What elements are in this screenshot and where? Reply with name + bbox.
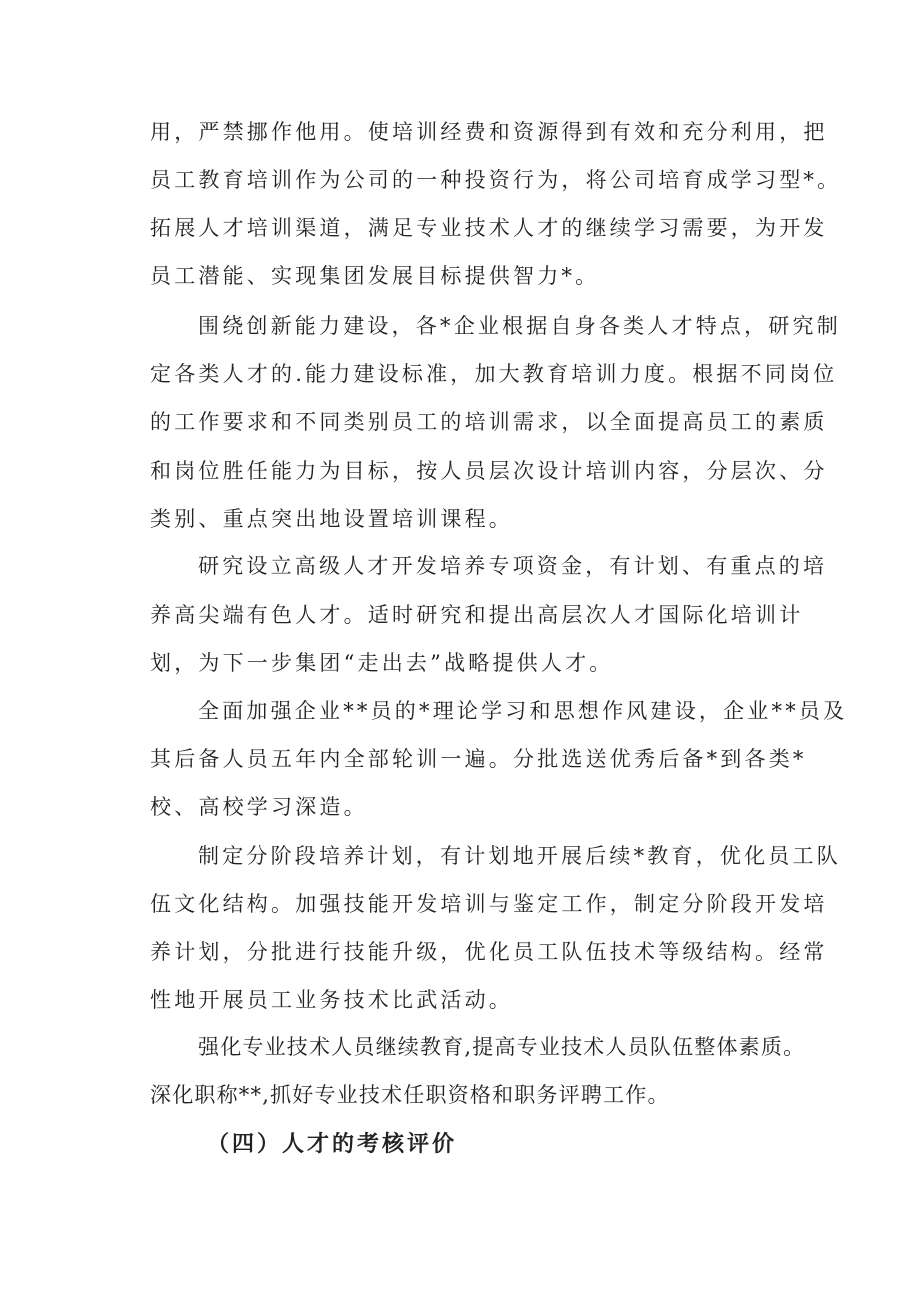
paragraph-1-line-4: 员工潜能、实现集团发展目标提供智力*。 xyxy=(150,264,600,288)
paragraph-4-line-1: 全面加强企业**员的*理论学习和思想作风建设，企业**员及 xyxy=(198,699,848,723)
paragraph-5-line-2: 伍文化结构。加强技能开发培训与鉴定工作，制定分阶段开发培 xyxy=(150,892,828,916)
paragraph-6-line-1: 强化专业技术人员继续教育,提高专业技术人员队伍整体素质。 xyxy=(198,1035,806,1059)
paragraph-3-line-3: 划，为下一步集团“走出去”战略提供人才。 xyxy=(150,651,614,675)
paragraph-2-line-5: 类别、重点突出地设置培训课程。 xyxy=(150,507,513,531)
paragraph-4-line-2: 其后备人员五年内全部轮训一遍。分批选送优秀后备*到各类* xyxy=(150,747,807,771)
paragraph-2-line-4: 和岗位胜任能力为目标，按人员层次设计培训内容，分层次、分 xyxy=(150,459,828,483)
paragraph-5-line-4: 性地开展员工业务技术比武活动。 xyxy=(150,988,513,1012)
paragraph-2-line-2: 定各类人才的.能力建设标准，加大教育培训力度。根据不同岗位 xyxy=(150,362,838,386)
paragraph-5-line-1: 制定分阶段培养计划，有计划地开展后续*教育，优化员工队 xyxy=(198,844,841,868)
paragraph-6-line-2: 深化职称**,抓好专业技术任职资格和职务评聘工作。 xyxy=(150,1083,670,1107)
paragraph-3-line-2: 养高尖端有色人才。适时研究和提出高层次人才国际化培训计 xyxy=(150,603,804,627)
paragraph-2-line-1: 围绕创新能力建设，各*企业根据自身各类人才特点，研究制 xyxy=(198,314,841,338)
paragraph-3-line-1: 研究设立高级人才开发培养专项资金，有计划、有重点的培 xyxy=(198,554,828,578)
section-heading: （四）人才的考核评价 xyxy=(207,1131,458,1157)
paragraph-4-line-3: 校、高校学习深造。 xyxy=(150,795,368,819)
paragraph-5-line-3: 养计划，分批进行技能升级，优化员工队伍技术等级结构。经常 xyxy=(150,940,828,964)
paragraph-1-line-3: 拓展人才培训渠道，满足专业技术人才的继续学习需要，为开发 xyxy=(150,216,828,240)
paragraph-1-line-2: 员工教育培训作为公司的一种投资行为，将公司培育成学习型*。 xyxy=(150,168,842,192)
paragraph-1-line-1: 用，严禁挪作他用。使培训经费和资源得到有效和充分利用，把 xyxy=(150,120,828,144)
paragraph-2-line-3: 的工作要求和不同类别员工的培训需求，以全面提高员工的素质 xyxy=(150,410,828,434)
